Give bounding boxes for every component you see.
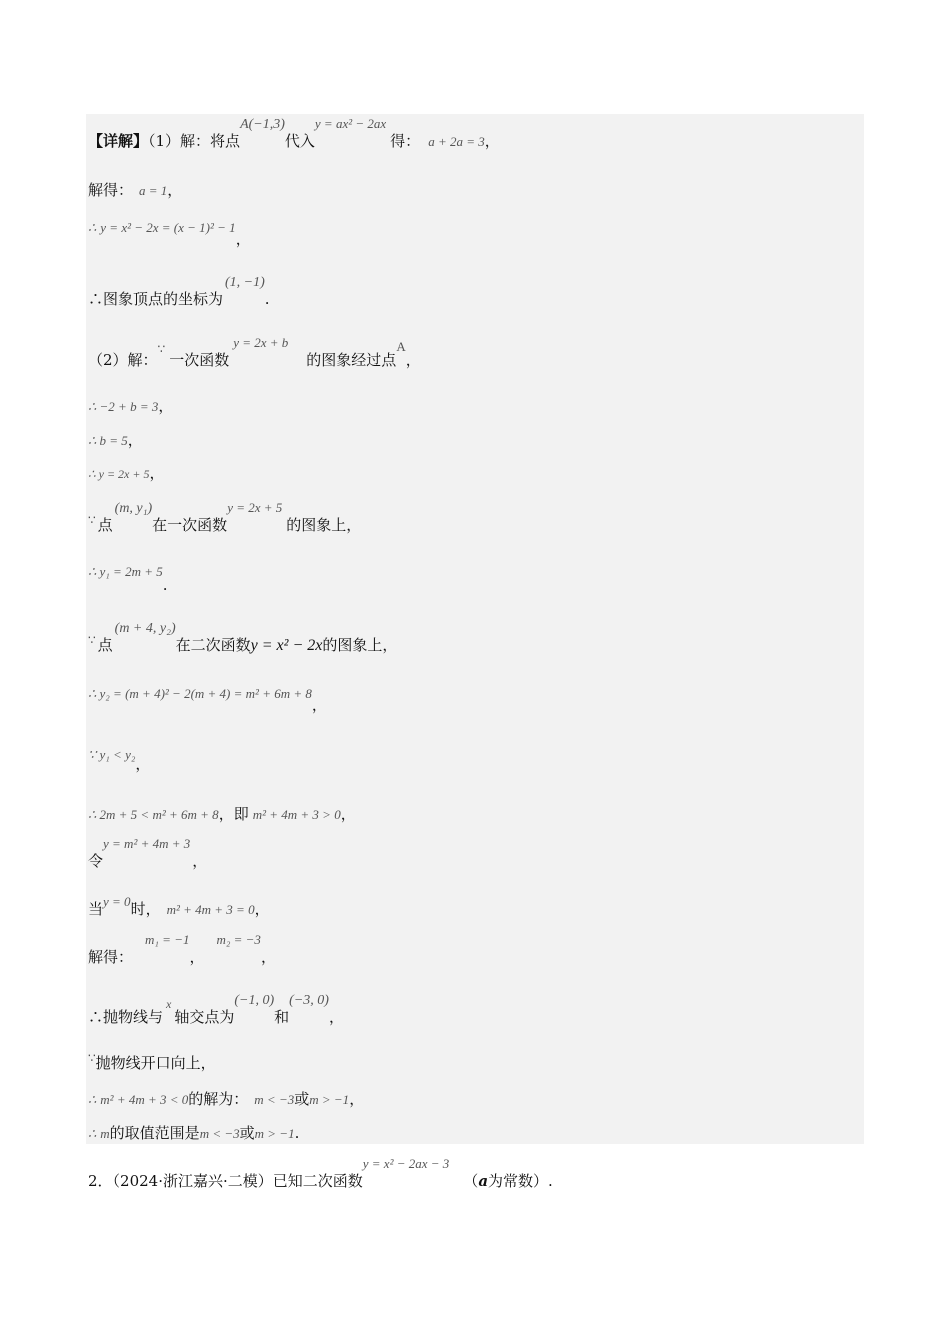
detail-line-6: ∴ −2 + b = 3， [88, 397, 174, 415]
detail-line-4: ∴图象顶点的坐标为(1, −1). [88, 275, 270, 308]
detail-line-14: ∴ 2m + 5 < m² + 6m + 8，即 m² + 4m + 3 > 0， [88, 805, 356, 823]
detail-line-19: ∵抛物线开口向上， [88, 1051, 216, 1072]
detail-label: 【详解】 [88, 132, 149, 150]
detail-line-3: ∴ y = x² − 2x = (x − 1)² − 1， [88, 220, 251, 248]
detail-line-15: 令y = m² + 4m + 3， [88, 836, 208, 870]
detail-line-2: 解得： a = 1， [88, 181, 183, 199]
detail-line-20: ∴ m² + 4m + 3 < 0的解为： m < −3或m > −1， [88, 1090, 365, 1108]
detail-line-8: ∴ y = 2x + 5， [88, 464, 165, 482]
detail-line-16: 当y = 0时， m² + 4m + 3 = 0， [88, 894, 270, 918]
detail-line-21: ∴ m的取值范围是m < −3或m > −1. [88, 1124, 300, 1142]
detail-line-9: ∵ 点(m, y₁)在一次函数y = 2x + 5的图象上， [88, 500, 362, 534]
detail-line-12: ∴ y₂ = (m + 4)² − 2(m + 4) = m² + 6m + 8， [88, 686, 327, 714]
detail-line-18: ∴抛物线与$^x$轴交点为(−1, 0)和(−3, 0)， [88, 993, 344, 1026]
detail-line-17: 解得：m₁ = −1，m₂ = −3， [88, 932, 276, 966]
solution-panel [86, 114, 864, 1144]
detail-line-11: ∵ 点(m + 4, y₂)在二次函数y = x² − 2x的图象上， [88, 621, 398, 654]
question-2: 2．（2024·浙江嘉兴·二模）已知二次函数y = x² − 2ax − 3（a为常数）. [88, 1156, 553, 1190]
detail-line-1: 【详解】（1）解：将点A(−1,3)代入y = ax² − 2ax得： a + 2a = 3， [88, 116, 500, 150]
detail-line-7: ∴ b = 5， [88, 431, 143, 449]
detail-line-5: （2）解：∵一次函数y = 2x + b的图象经过点A， [88, 335, 421, 369]
detail-line-13: ∵ y₁ < y₂， [88, 747, 151, 773]
detail-line-10: ∴ y₁ = 2m + 5. [88, 564, 168, 594]
